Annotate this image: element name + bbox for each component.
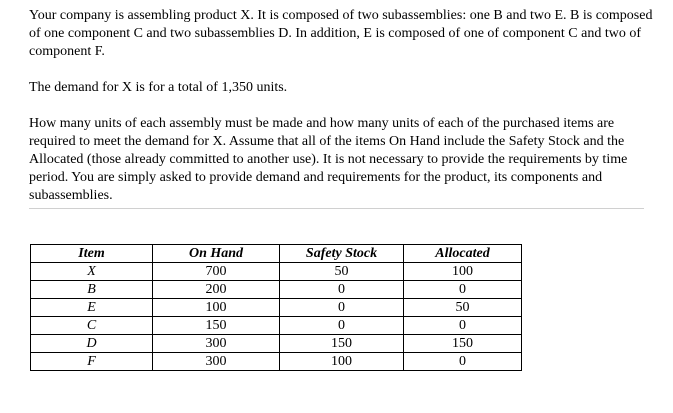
- item-cell: F: [31, 353, 153, 371]
- table-row: [31, 353, 522, 371]
- header-safety-stock: Safety Stock: [280, 245, 404, 263]
- allocated-cell: 0: [404, 353, 522, 371]
- table-row: [31, 299, 522, 317]
- problem-paragraph-3: How many units of each assembly must be made and how many units of each of the purchased items are required to meet the demand for X. Assume that all of the items On Hand include the Safety Stock and the Allocated (those already committed to another use). It is not necessary to provide the requirements by time period. You are simply asked to provide demand and requirements for the product, its components and subassemblies.: [29, 116, 628, 203]
- problem-question-block: [29, 115, 644, 209]
- inventory-table: [30, 244, 522, 371]
- table-row: [31, 263, 522, 281]
- document-body: [29, 7, 654, 209]
- item-cell: X: [31, 263, 153, 281]
- allocated-cell: 150: [404, 335, 522, 353]
- header-on-hand: On Hand: [153, 245, 280, 263]
- problem-paragraph-1: Your company is assembling product X. It is composed of two subassemblies: one B and two E. B is composed of one component C and two subassemblies D. In addition, E is composed of one of component C and two of component F.: [29, 8, 653, 59]
- allocated-cell: 0: [404, 281, 522, 299]
- allocated-cell: 50: [404, 299, 522, 317]
- on-hand-cell: 100: [153, 299, 280, 317]
- header-item: Item: [31, 245, 153, 263]
- safety-stock-cell: 0: [280, 317, 404, 335]
- safety-stock-cell: 50: [280, 263, 404, 281]
- on-hand-cell: 300: [153, 335, 280, 353]
- on-hand-cell: 200: [153, 281, 280, 299]
- item-cell: E: [31, 299, 153, 317]
- allocated-cell: 0: [404, 317, 522, 335]
- problem-paragraph-2: The demand for X is for a total of 1,350 units.: [29, 80, 288, 95]
- header-allocated: Allocated: [404, 245, 522, 263]
- allocated-cell: 100: [404, 263, 522, 281]
- safety-stock-cell: 0: [280, 299, 404, 317]
- item-cell: C: [31, 317, 153, 335]
- on-hand-cell: 300: [153, 353, 280, 371]
- safety-stock-cell: 100: [280, 353, 404, 371]
- table-row: [31, 335, 522, 353]
- item-cell: B: [31, 281, 153, 299]
- table-header-row: [31, 245, 522, 263]
- on-hand-cell: 150: [153, 317, 280, 335]
- safety-stock-cell: 150: [280, 335, 404, 353]
- safety-stock-cell: 0: [280, 281, 404, 299]
- item-cell: D: [31, 335, 153, 353]
- table-row: [31, 317, 522, 335]
- table-row: [31, 281, 522, 299]
- on-hand-cell: 700: [153, 263, 280, 281]
